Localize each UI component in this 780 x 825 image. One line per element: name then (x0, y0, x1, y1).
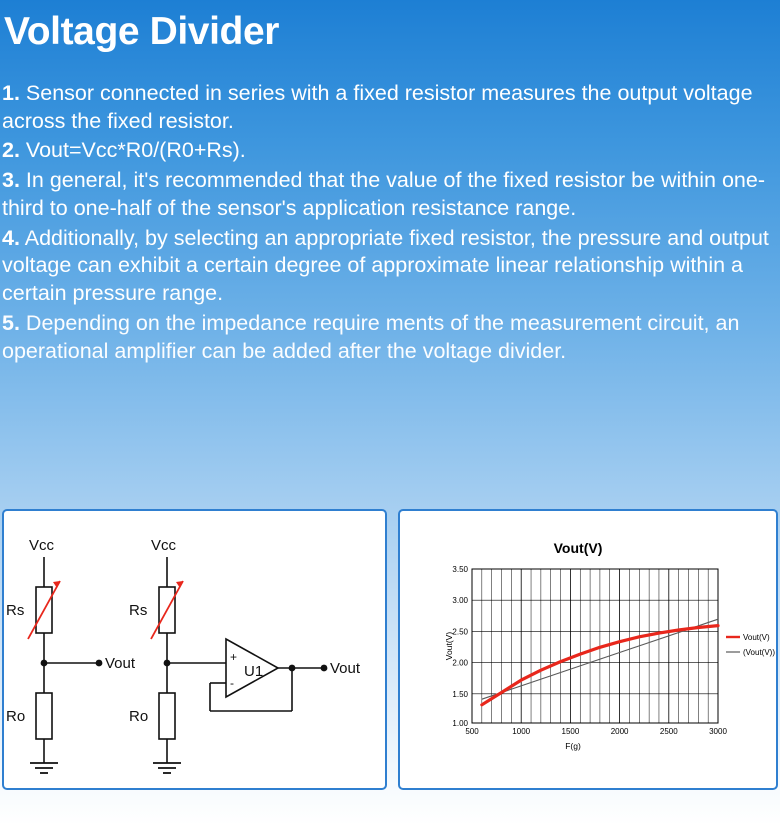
list-item (2, 137, 774, 165)
list-item-number: 5. (2, 310, 20, 335)
y-tick-label: 1.50 (452, 689, 468, 699)
page-title: Voltage Divider (4, 10, 280, 53)
x-axis-title: F(g) (565, 741, 581, 751)
list-item (2, 225, 774, 308)
x-tick-label: 2000 (610, 727, 629, 736)
opamp-plus-label: + (230, 650, 238, 664)
circuit-diagram-panel (2, 509, 387, 790)
list-item (2, 80, 774, 135)
x-tick-label: 1000 (512, 727, 531, 736)
x-tick-label: 3000 (709, 727, 727, 736)
ro-label-right: Ro (129, 708, 149, 725)
chart-panel (398, 509, 778, 790)
vout-chart-svg (400, 511, 776, 788)
y-tick-label: 3.50 (452, 565, 468, 574)
list-item (2, 310, 774, 365)
list-item-text: Depending on the impedance require ments of the measurement circuit, an operational amplifier can be added after the voltage divider. (2, 310, 740, 363)
opamp-minus-label: - (230, 676, 234, 690)
vout-label-left: Vout (105, 655, 136, 672)
rs-label-right: Rs (129, 602, 148, 619)
vout-label-right: Vout (330, 660, 361, 677)
y-axis-title: Vout(V) (444, 631, 454, 661)
y-tick-label: 2.50 (452, 627, 468, 637)
y-tick-label: 1.00 (452, 719, 468, 728)
list-item-text: Sensor connected in series with a fixed resistor measures the output voltage across the fixed resistor. (2, 81, 753, 133)
list-item-number: 3. (2, 168, 20, 193)
vcc-label-right: Vcc (151, 537, 177, 554)
bullet-list (2, 80, 774, 367)
chart-title: Vout(V) (553, 540, 603, 556)
rs-label-left: Rs (6, 602, 25, 619)
vcc-label-left: Vcc (29, 537, 55, 554)
legend-item-vout-linear: (Vout(V)) (743, 648, 776, 657)
list-item (2, 167, 774, 222)
list-item-number: 2. (2, 138, 20, 163)
list-item-text: Vout=Vcc*R0/(R0+Rs). (19, 138, 246, 163)
list-item-number: 1. (2, 81, 20, 105)
opamp-label: U1 (244, 663, 264, 680)
x-tick-label: 1500 (561, 727, 580, 736)
list-item-number: 4. (2, 225, 20, 250)
x-tick-label: 2500 (659, 727, 678, 736)
circuit-svg (4, 511, 385, 788)
x-tick-label: 500 (465, 727, 479, 736)
legend-item-vout: Vout(V) (743, 633, 770, 642)
y-tick-label: 3.00 (452, 596, 468, 606)
list-item-text: In general, it's recommended that the value of the fixed resistor be within one-third to one-half of the sensor's application resistance range. (2, 168, 766, 220)
ro-label-left: Ro (6, 708, 26, 725)
list-item-text: Additionally, by selecting an appropriate fixed resistor, the pressure and output voltage can exhibit a certain degree of approximate linear relationship within a certain pressure range. (2, 225, 769, 306)
figure-row (0, 509, 780, 794)
y-tick-label: 2.00 (452, 658, 468, 668)
